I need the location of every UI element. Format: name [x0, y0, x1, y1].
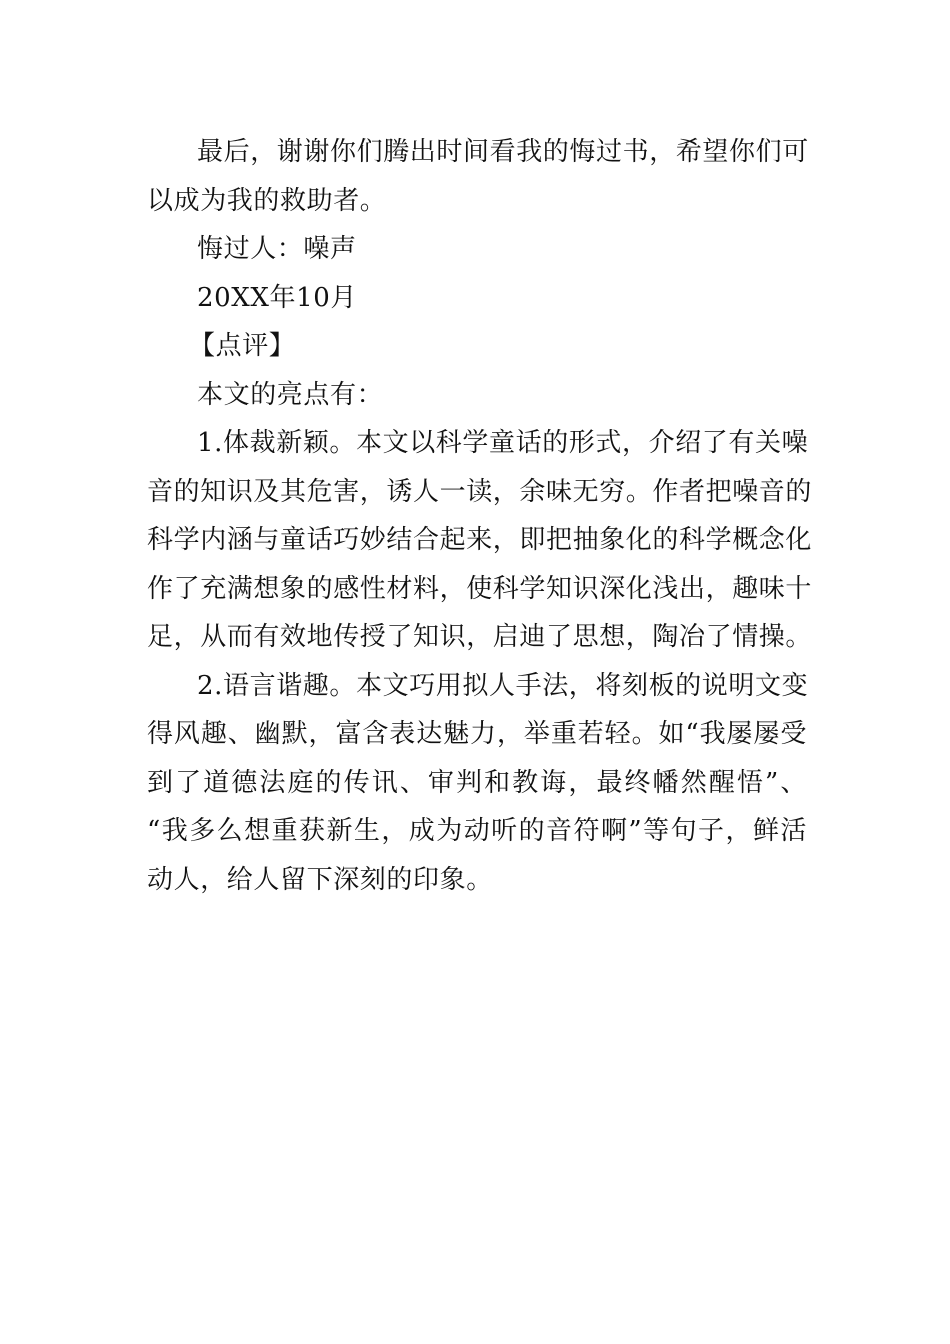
signature-line: 悔过人：噪声: [197, 234, 357, 264]
point-1-line-1: 1.体裁新颖。本文以科学童话的形式，介绍了有关噪: [197, 428, 809, 458]
point-1-line-2: 音的知识及其危害，诱人一读，余味无穷。作者把噪音的: [147, 476, 813, 507]
point-2-line-5: 动人，给人留下深刻的印象。: [147, 864, 493, 895]
highlights-intro: 本文的亮点有：: [197, 379, 384, 410]
point-2-line-2: 得风趣、幽默，富含表达魅力，举重若轻。如“我屡屡受: [147, 719, 807, 749]
commentary-heading: 【点评】: [189, 331, 296, 361]
closing-paragraph-line-1: 最后，谢谢你们腾出时间看我的悔过书，希望你们可: [197, 137, 809, 167]
point-2-line-4: “我多么想重获新生，成为动听的音符啊”等句子，鲜活: [147, 816, 807, 846]
point-2-line-3: 到了道德法庭的传讯、审判和教诲，最终幡然醒悟”、: [147, 767, 807, 798]
date-line: 20XX年10月: [197, 282, 357, 313]
point-1-line-5: 足，从而有效地传授了知识，启迪了思想，陶冶了情操。: [147, 622, 813, 652]
closing-paragraph-line-2: 以成为我的救助者。: [147, 185, 387, 216]
document-page: [147, 128, 813, 904]
point-1-line-3: 科学内涵与童话巧妙结合起来，即把抽象化的科学概念化: [147, 525, 813, 555]
point-1-line-4: 作了充满想象的感性材料，使科学知识深化浅出，趣味十: [147, 573, 813, 604]
point-2-line-1: 2.语言谐趣。本文巧用拟人手法，将刻板的说明文变: [197, 670, 809, 701]
